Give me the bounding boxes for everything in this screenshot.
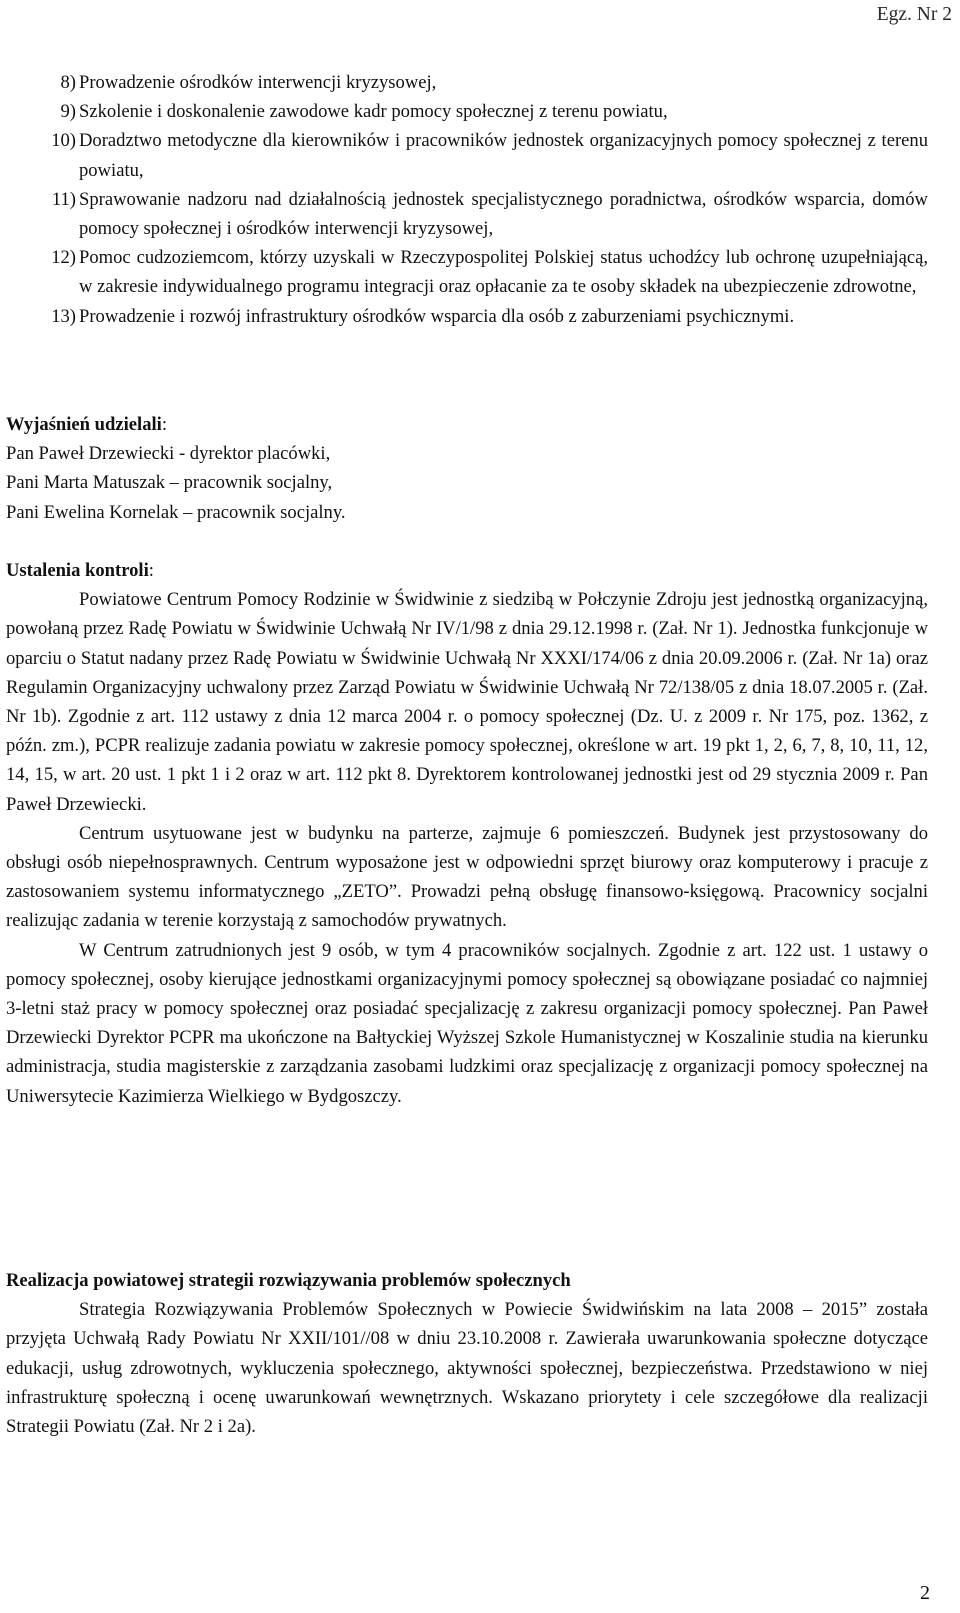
list-item-text: Sprawowanie nadzoru nad działalnością jednostek specjalistycznego poradnictwa, ośrodków wsparcia, domów pomocy społecznej i ośrodków interwencji kryzysowej, (79, 188, 928, 240)
heading-colon: : (161, 414, 167, 435)
strategy-heading: Realizacja powiatowej strategii rozwiązywania problemów społecznych (6, 1270, 571, 1291)
strategy-paragraph: Strategia Rozwiązywania Problemów Społecznych w Powiecie Świdwińskim na lata 2008 – 2015” została przyjęta Uchwałą Rady Powiatu Nr XXII/101//08 w dniu 23.10.2008 r. Zawierała uwarunkowania społeczne dotyczące edukacji, usług zdrowotnych, wykluczenia społecznego, aktywności społecznej, bezpieczeństwa. Przedstawiono w niej infrastrukturę społeczną i ocenę uwarunkowań wewnętrznych. Wskazano priorytety i cele szczegółowe dla realizacji Strategii Powiatu (Zał. Nr 2 i 2a). (6, 1299, 928, 1438)
list-item-number: 9) (60, 101, 76, 123)
list-item-text: Doradztwo metodyczne dla kierowników i pracowników jednostek organizacyjnych pomocy społecznej z terenu powiatu, (79, 130, 928, 181)
list-item (6, 302, 928, 331)
explanations-heading-text: Wyjaśnień udzielali (6, 414, 162, 435)
list-item-number: 8) (60, 72, 76, 93)
person-line: Pani Marta Matuszak – pracownik socjalny, (6, 472, 333, 494)
list-item (6, 126, 928, 184)
findings-paragraph: Centrum usytuowane jest w budynku na parterze, zajmuje 6 pomieszczeń. Budynek jest przystosowany do obsługi osób niepełnosprawnych. Centrum wyposażone jest w odpowiedni sprzęt biurowy oraz komputerowy i pracuje z zastosowaniem systemu informatycznego „ZETO”. Prowadzi pełną obsługę finansowo-księgową. Pracownicy socjalni realizując zadania w terenie korzystają z samochodów prywatnych. (6, 822, 928, 932)
list-item-number: 11) (51, 188, 76, 210)
list-item (6, 68, 928, 97)
findings-heading-text: Ustalenia kontroli (6, 560, 149, 581)
list-item (6, 97, 928, 126)
findings-paragraph: W Centrum zatrudnionych jest 9 osób, w tym 4 pracowników socjalnych. Zgodnie z art. 122 ust. 1 ustawy o pomocy społecznej, osoby kierujące jednostkami organizacyjnymi pomocy społecznej są obowiązane posiadać co najmniej 3-letni staż pracy w pomocy społecznej oraz posiadać specjalizację z zakresu organizacji pomocy społecznej. Pan Paweł Drzewiecki Dyrektor PCPR ma ukończone na Bałtyckiej Wyższej Szkole Humanistycznej w Koszalinie studia na kierunku administracja, studia magisterskie z zarządzania zasobami ludzkimi oraz specjalizację z organizacji pomocy społecznej na Uniwersytecie Kazimierza Wielkiego w Bydgoszczy. (6, 939, 928, 1107)
heading-colon: : (148, 560, 154, 581)
copy-number-label: Egz. Nr 2 (876, 4, 952, 25)
list-item-number: 10) (51, 130, 76, 152)
list-item-text: Pomoc cudzoziemcom, którzy uzyskali w Rzeczypospolitej Polskiej status uchodźcy lub ochronę uzupełniającą, w zakresie indywidualnego programu integracji oraz opłacanie za te osoby składek na ubezpieczenie zdrowotne, (79, 247, 928, 298)
page-number: 2 (920, 1582, 930, 1604)
strategy-section (6, 1266, 928, 1441)
person-line: Pan Paweł Drzewiecki - dyrektor placówki, (6, 443, 331, 465)
list-item-number: 12) (51, 247, 76, 269)
person-line: Pani Ewelina Kornelak – pracownik socjalny. (6, 501, 346, 523)
people-list (6, 439, 928, 527)
findings-section (6, 556, 928, 1111)
task-list (6, 68, 928, 331)
list-item (6, 185, 928, 243)
list-item-text: Prowadzenie i rozwój infrastruktury ośrodków wsparcia dla osób z zaburzeniami psychicznymi. (79, 305, 795, 327)
list-item-text: Prowadzenie ośrodków interwencji kryzysowej, (79, 72, 437, 93)
explanations-heading (6, 410, 928, 439)
list-item-number: 13) (51, 305, 76, 327)
list-item-text: Szkolenie i doskonalenie zawodowe kadr pomocy społecznej z terenu powiatu, (79, 101, 668, 123)
findings-heading (6, 556, 928, 585)
list-item (6, 243, 928, 301)
findings-paragraph: Powiatowe Centrum Pomocy Rodzinie w Świdwinie z siedzibą w Połczynie Zdroju jest jednostką organizacyjną, powołaną przez Radę Powiatu w Świdwinie Uchwałą Nr IV/1/98 z dnia 29.12.1998 r. (Zał. Nr 1). Jednostka funkcjonuje w oparciu o Statut nadany przez Radę Powiatu w Świdwinie Uchwałą Nr XXXI/174/06 z dnia 20.09.2006 r. (Zał. Nr 1a) oraz Regulamin Organizacyjny uchwalony przez Zarząd Powiatu w Świdwinie Uchwałą Nr 72/138/05 z dnia 18.07.2005 r. (Zał. Nr 1b). Zgodnie z art. 112 ustawy z dnia 12 marca 2004 r. o pomocy społecznej (Dz. U. z 2009 r. Nr 175, poz. 1362, z późn. zm.), PCPR realizuje zadania powiatu w zakresie pomocy społecznej, określone w art. 19 pkt 1, 2, 6, 7, 8, 10, 11, 12, 14, 15, w art. 20 ust. 1 pkt 1 i 2 oraz w art. 112 pkt 8. Dyrektorem kontrolowanej jednostki jest od 29 stycznia 2009 r. Pan Paweł Drzewiecki. (6, 589, 928, 815)
explanations-section (6, 410, 928, 527)
